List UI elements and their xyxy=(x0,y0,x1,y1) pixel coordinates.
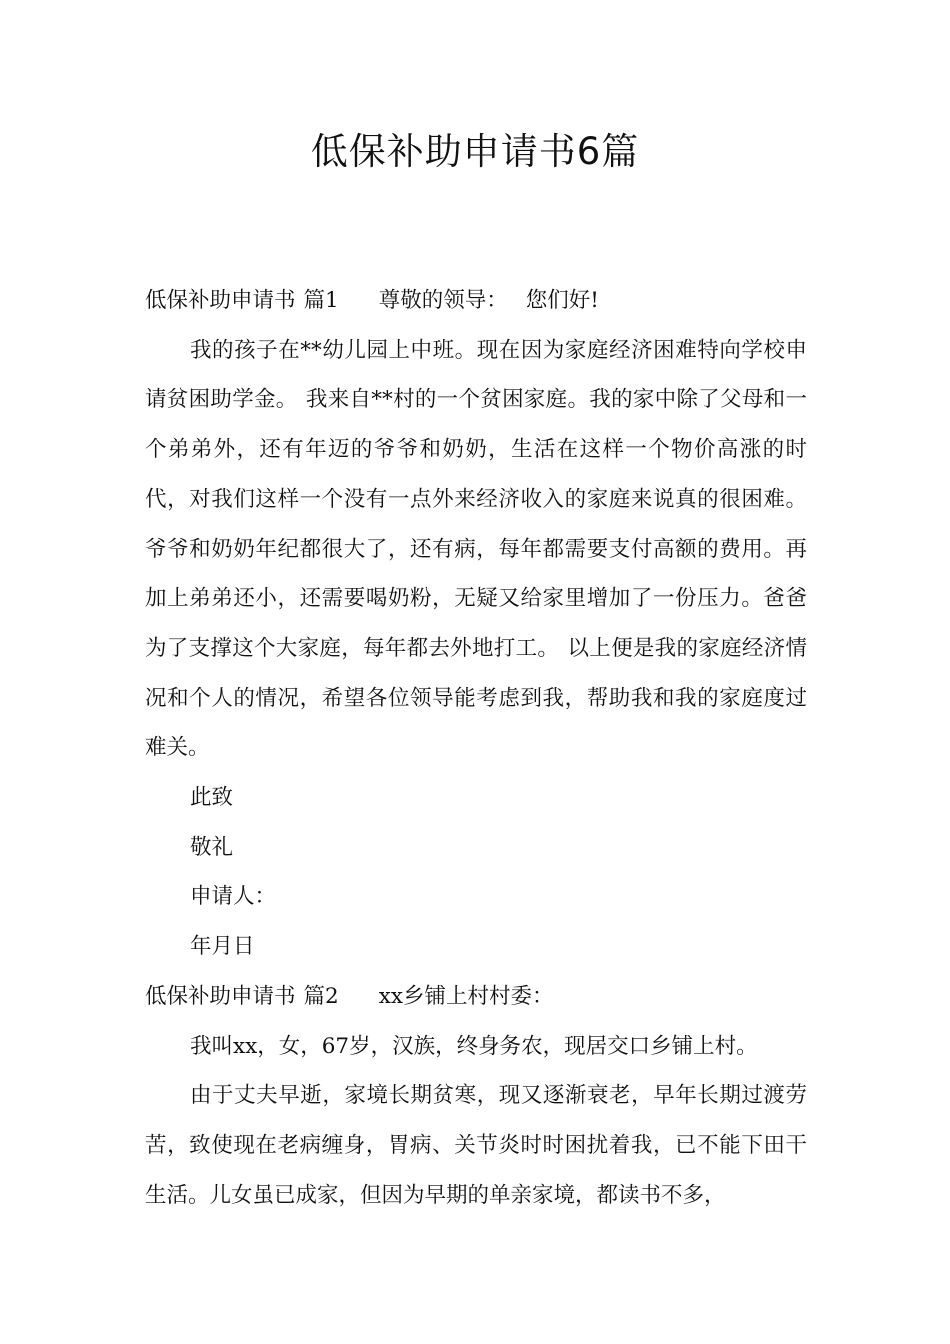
part1-greeting: 您们好! xyxy=(525,288,599,313)
part1-salutation: 尊敬的领导： xyxy=(378,288,508,313)
part1-date: 年月日 xyxy=(190,934,255,960)
part2-label: 篇2 xyxy=(303,983,339,1009)
part2-paragraph-1: 我叫xx，女，67岁，汉族，终身务农，现居交口乡铺上村。 xyxy=(190,1033,758,1059)
document-title: 低保补助申请书6篇 xyxy=(310,130,640,173)
part2-heading-line xyxy=(145,972,807,1022)
document-body xyxy=(145,276,807,1220)
part2-heading: 低保补助申请书 xyxy=(145,983,296,1009)
part1-closing-1: 此致 xyxy=(190,785,234,811)
part1-paragraph-text-c: 以上便是我的家庭经济情况和个人的情况，希望各位领导能考虑到我，帮助我和我的家庭度过难关。 xyxy=(145,635,807,761)
part1-applicant: 申请人： xyxy=(190,884,277,910)
part1-label: 篇1 xyxy=(303,288,339,313)
part2-salutation: xx乡铺上村村委： xyxy=(378,983,554,1009)
part1-heading: 低保补助申请书 xyxy=(145,288,296,313)
part1-paragraph xyxy=(145,326,807,773)
part1-paragraph-text-b: 我来自**村的一个贫困家庭。我的家中除了父母和一个弟弟外，还有年迈的爷爷和奶奶，生活在这样一个物价高涨的时代，对我们这样一个没有一点外来经济收入的家庭来说真的很困难。爷爷和奶奶年纪都很大了，还有病，每年都需要支付高额的费用。再加上弟弟还小，还需要喝奶粉，无疑又给家里增加了一份压力。爸爸为了支撑这个大家庭，每年都去外地打工。 xyxy=(145,387,807,661)
part1-heading-line xyxy=(145,276,807,326)
part1-closing-2: 敬礼 xyxy=(190,834,234,860)
part2-paragraph-2: 由于丈夫早逝，家境长期贫寒，现又逐渐衰老，早年长期过渡劳苦，致使现在老病缠身，胃病、关节炎时时困扰着我，已不能下田干生活。儿女虽已成家，但因为早期的单亲家境，都读书不多， xyxy=(145,1083,807,1208)
part1-paragraph-text-a: 我的孩子在**幼儿园上中班。现在因为家庭经济困难特向学校申请贫困助学金。 xyxy=(145,337,807,413)
